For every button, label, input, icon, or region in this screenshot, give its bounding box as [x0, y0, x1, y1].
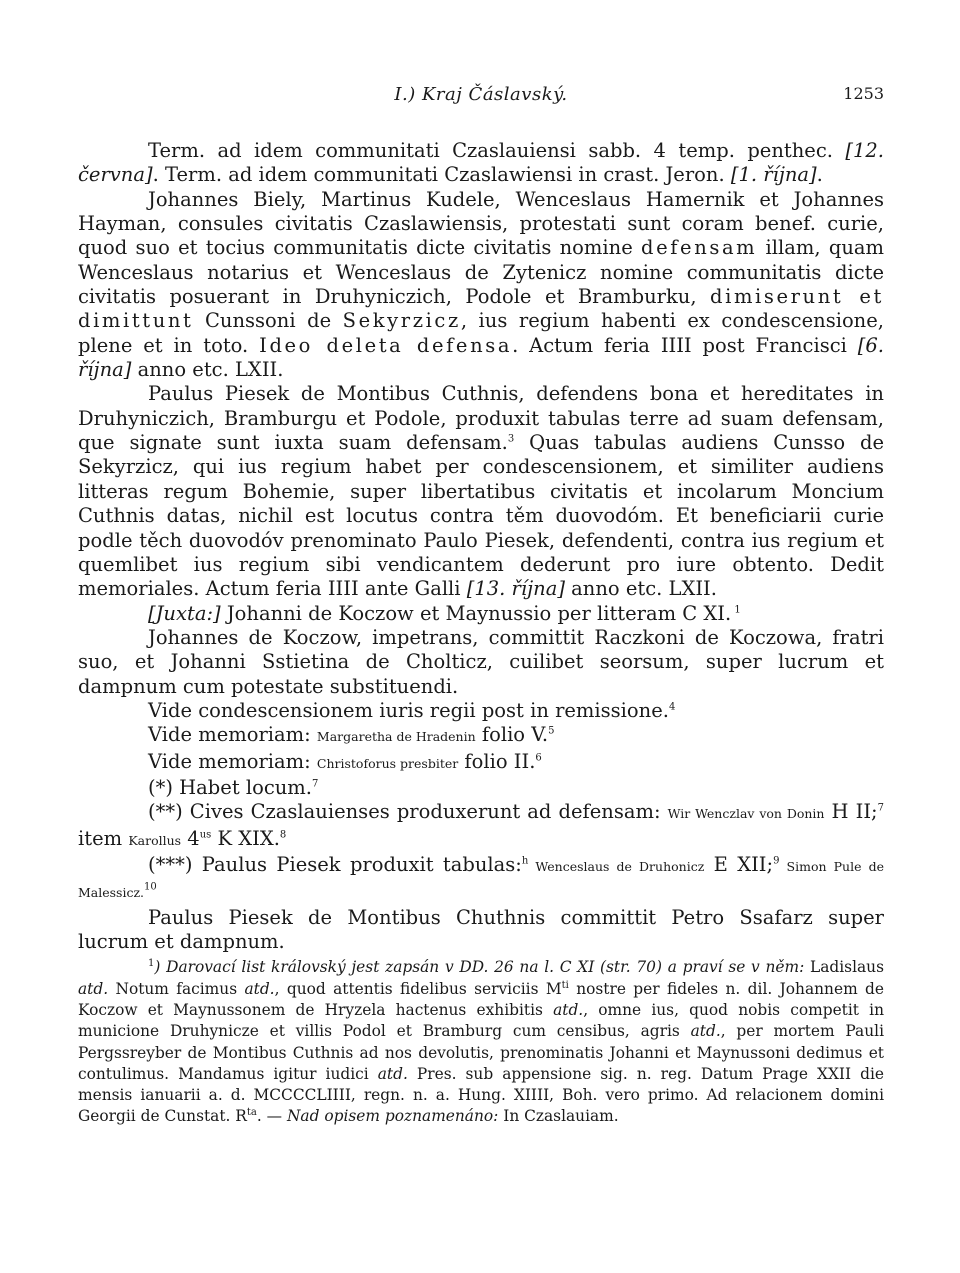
footnote-ref: 8 [279, 829, 287, 841]
paragraph-ssafarz: Paulus Piesek de Montibus Chuthnis committit Petro Ssafarz super lucrum et dampnum. [78, 905, 884, 953]
footnote-ref: 7 [877, 802, 884, 814]
footnote-ref: h [521, 855, 529, 867]
footnote-ref: 7 [312, 778, 319, 790]
date-annotation: [12. června] [78, 139, 884, 187]
date-annotation: [6. října] [78, 333, 884, 382]
paragraph-vide-memoriam-1: Vide memoriam: Margaretha de Hradenin folio V.$^5$ [148, 723, 555, 747]
footnote-ref: 6 [535, 752, 542, 764]
footnote-1: $^1$) Darovací list královský jest zapsán v DD. 26 na l. C XI (str. 70) a praví se v něm: Ladislaus atd. Notum facimus atd., quod attentis fidelibus serviciis $M^{ti}$ nostre per fideles n. dil. Johannem de Koczow et Maynussonem de Hryzela hactenus exhibitis atd., omne ius, quod nobis competit in municione Druhynicze et villis Podol et Bramburg cum censibus, agris atd., per mortem Pauli Pergssreyber de Montibus Cuthnis ad nos devolutis, prenominatis Johanni et Maynussoni dedimus et contulimus. Mandamus igitur iudici atd. Pres. sub appensione sig. n. reg. Datum Prage XXII die mensis ianuarii a. d. MCCCCLIIII, regn. n. a. Hung. XIIII, Boh. vero primo. Ad relacionem domini Georgii de Cunstat. $R^{ta}$. — Nad opisem poznamenáno: In Czaslauiam. [78, 958, 885, 1126]
running-header [78, 78, 884, 108]
paragraph-consules: Johannes Biely, Martinus Kudele, Wenceslaus Hamernik et Johannes Hayman, consules civitatis Czaslawiensis, protestati sunt coram benef. curie, quod suo et tocius communitatis dicte civitatis nomine defensam illam, quam Wenceslaus notarius et Wenceslaus de Zytenicz nomine communitatis dicte civitatis posuerant in Druhyniczich, Podole et Bramburku, dimiserunt et dimittunt Cunssoni de Sekyrzicz, ius regium habenti ex condescensione, plene et in toto. Ideo deleta defensa. Actum feria IIII post Francisci [6. října] anno etc. LXII. [78, 187, 884, 382]
spaced-term: dimiserunt et dimittunt [78, 285, 884, 333]
main-text [78, 139, 884, 954]
paragraph-cives: (**) Cives Czaslauienses produxerunt ad defensam: Wir Wenczlav von Donin H II;$^7$ item Karollus $4^{us}$ K XIX.$^8$ [78, 800, 884, 850]
spaced-term: Sekyrzicz [342, 309, 461, 333]
footnote-ref: 4 [668, 701, 676, 713]
footnote-marker: 1 [148, 958, 155, 970]
document-page [78, 78, 884, 1128]
footnote-ref: 10 [144, 881, 157, 893]
date-annotation: [1. října] [730, 163, 817, 187]
juxta-marker: [Juxta:] [148, 601, 221, 625]
paragraph-vide-condescensionem: Vide condescensionem iuris regii post in remissione.$^4$ [148, 698, 676, 722]
spaced-term: defensam [641, 236, 758, 260]
paragraph-koczow: Johannes de Koczow, impetrans, committit Raczkoni de Koczowa, fratri suo, et Johanni Sstietina de Cholticz, cuilibet seorsum, super lucrum et dampnum cum potestate substituendi. [78, 625, 884, 698]
footnote-block [78, 957, 884, 1127]
page-number: 1253 [843, 84, 884, 103]
paragraph-piesek: Paulus Piesek de Montibus Cuthnis, defendens bona et hereditates in Druhyniczich, Bramburgu et Podole, produxit tabulas terre ad suam defensam, que signate sunt iuxta suam defensam.$^3$ Quas tabulas audiens Cunsso de Sekyrzicz, qui ius regium habet per condescensionem, et similiter audiens litteras regum Bohemie, super libertatibus civitatis et incolarum Moncium Cuthnis datas, nichil est locutus contra těm duovodóm. Et beneficiarii curie podle těch duovodóv prenominato Paulo Piesek, defendenti, contra ius regium et quemlibet ius regium sibi vendicantem dederunt pro iure obtento. Dedit memoriales. Actum feria IIII ante Galli [13. října] anno etc. LXII. [78, 382, 885, 601]
running-title: I.) Kraj Čáslavský. [394, 84, 568, 105]
footnote-ref: 1 [731, 604, 741, 616]
footnote-ref: 5 [548, 725, 555, 737]
date-annotation: [13. října] [466, 577, 565, 601]
paragraph-piesek-tabulas: (***) Paulus Piesek produxit tabulas:$^h$ Wenceslaus de Druhonicz E XII;$^9$ Simon Pule de Malessicz.$^{10}$ [78, 852, 884, 901]
paragraph-habet-locum: (*) Habet locum.$^7$ [148, 775, 319, 799]
footnote-ref: 9 [773, 855, 780, 867]
footnote-ref: 3 [507, 433, 515, 445]
paragraph-vide-memoriam-2: Vide memoriam: Christoforus presbiter folio II.$^6$ [148, 749, 542, 773]
spaced-term: Ideo deleta defensa [259, 333, 513, 357]
paragraph-term: Term. ad idem communitati Czaslauiensi sabb. 4 temp. penthec. [12. června]. Term. ad idem communitati Czaslawiensi in crast. Jeron. [1. října]. [78, 139, 884, 187]
paragraph-juxta: [Juxta:] Johanni de Koczow et Maynussio per litteram C XI. $^1$ [148, 601, 741, 625]
